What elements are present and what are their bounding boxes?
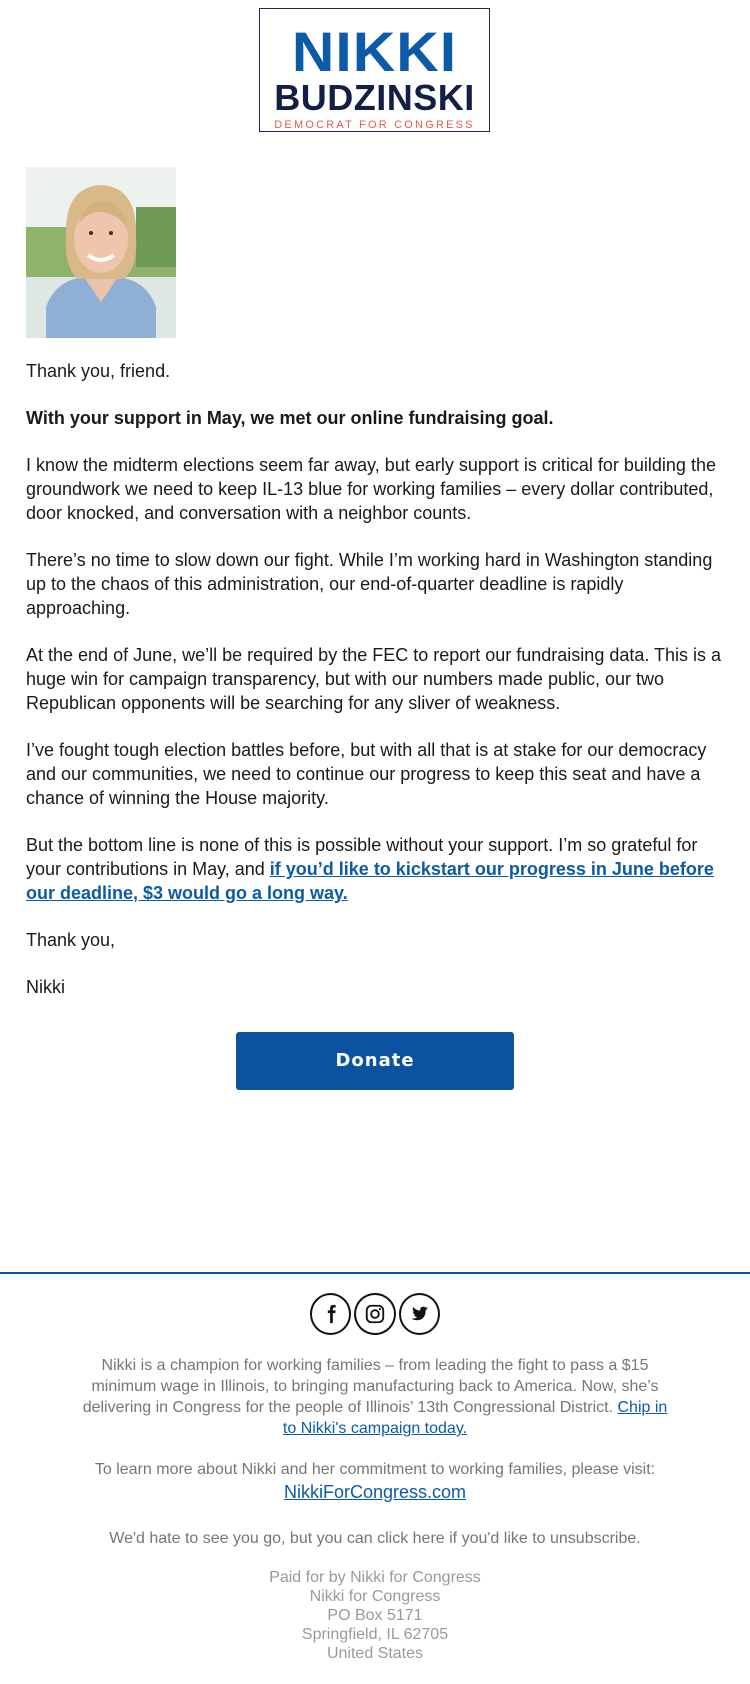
footer-divider (0, 1272, 750, 1274)
address-country: United States (326, 1645, 424, 1662)
signature: Nikki (26, 977, 65, 997)
paragraph-2: There’s no time to slow down our fight. While I’m working hard in Washington standing up to the chaos of this administration, our end-of-quarter deadline is rapidly approaching. (26, 550, 713, 618)
kickstart-donation-link[interactable]: if you’d like to kickstart our progress in June before our deadline, $3 would go a long way. (26, 859, 714, 903)
unsubscribe-link[interactable]: We'd hate to see you go, but you can click here if you'd like to unsubscribe. (109, 1530, 641, 1547)
instagram-icon[interactable] (354, 1293, 395, 1335)
logo-first-name: NIKKI (291, 20, 458, 83)
email-body (26, 359, 726, 1022)
social-links (310, 1293, 440, 1335)
footer-learn-more (80, 1459, 670, 1504)
address-name: Nikki for Congress (309, 1588, 441, 1605)
candidate-photo (26, 167, 176, 338)
greeting: Thank you, friend. (26, 361, 171, 381)
headline: With your support in May, we met our online fundraising goal. (26, 408, 554, 428)
campaign-logo (259, 8, 490, 132)
learn-more-text: To learn more about Nikki and her commitment to working families, please visit: (94, 1461, 656, 1478)
logo-tagline: DEMOCRAT FOR CONGRESS (274, 119, 475, 131)
facebook-icon[interactable] (310, 1293, 351, 1335)
donate-button[interactable]: Donate (236, 1032, 514, 1090)
footer-about: Nikki is a champion for working families – from leading the fight to pass a $15 minimum wage in Illinois, to bringing manufacturing back to America. Now, she’s delivering in Congress for the people of Illinois’ 13th Congressional District. Chip in to Nikki's campaign today. (82, 1357, 668, 1437)
paragraph-1: I know the midterm elections seem far away, but early support is critical for building the groundwork we need to keep IL-13 blue for working families – every dollar contributed, door knocked, and conversation with a neighbor counts. (26, 455, 716, 523)
chip-in-link[interactable]: Chip in to Nikki's campaign today. (282, 1399, 668, 1437)
paragraph-5: But the bottom line is none of this is possible without your support. I’m so grateful for your contributions in May, and if you’d like to kickstart our progress in June before our deadline, $3 would go a long way. (26, 835, 714, 903)
paid-for-line: Paid for by Nikki for Congress (269, 1569, 481, 1586)
logo-last-name: BUDZINSKI (274, 77, 475, 118)
address-city: Springfield, IL 62705 (301, 1626, 449, 1643)
paragraph-3: At the end of June, we’ll be required by the FEC to report our fundraising data. This is a huge win for campaign transparency, but with our numbers made public, our two Republican opponents will be searching for any sliver of weakness. (26, 645, 722, 713)
footer-address (80, 1568, 670, 1663)
website-link[interactable]: NikkiForCongress.com (283, 1482, 467, 1502)
paragraph-4: I’ve fought tough election battles before, but with all that is at stake for our democracy and our communities, we need to continue our progress to keep this seat and have a chance of winning the House majority. (26, 740, 707, 808)
address-po-box: PO Box 5171 (327, 1607, 423, 1624)
twitter-icon[interactable] (399, 1293, 440, 1335)
signoff: Thank you, (26, 930, 116, 950)
